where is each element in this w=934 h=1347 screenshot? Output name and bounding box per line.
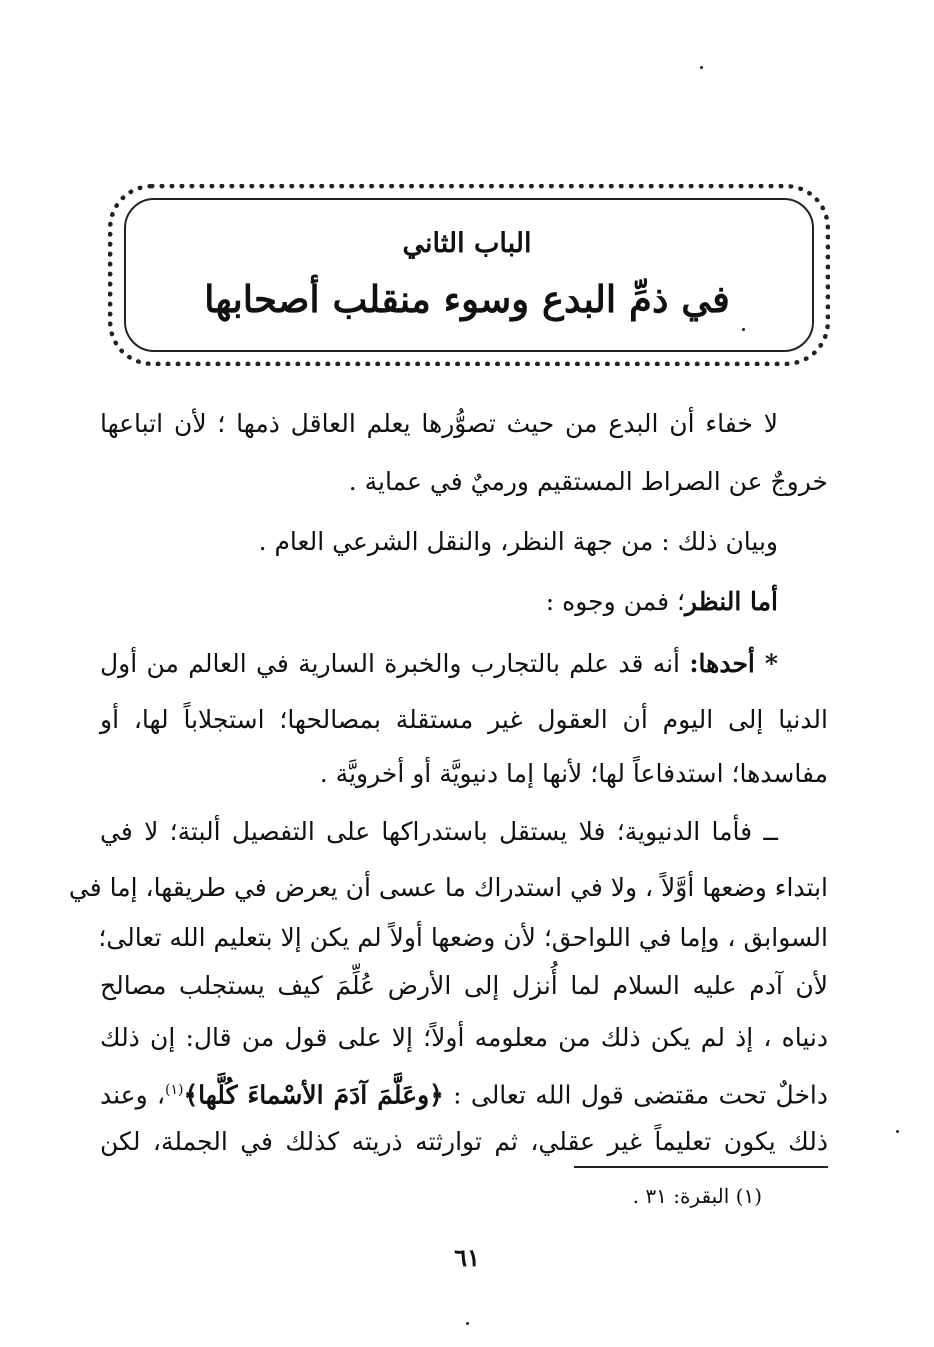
- text-line: دنياه ، إذ لم يكن ذلك من معلومه أولاً؛ إلا على قول من قال: إن ذلك: [100, 1023, 828, 1052]
- quran-quote: ﴿وعَلَّمَ آدَمَ الأسْماءَ كُلَّها﴾: [183, 1080, 444, 1110]
- footnote-divider: [574, 1166, 828, 1168]
- text-line: ابتداء وضعها أوَّلاً ، ولا في استدراك ما عسى أن يعرض في طريقها، إما في: [68, 873, 828, 902]
- text-span: ، وعند: [100, 1080, 166, 1110]
- text-line: وبيان ذلك : من جهة النظر، والنقل الشرعي العام .: [258, 527, 778, 556]
- text-line: لأن آدم عليه السلام لما أُنزل إلى الأرض عُلِّمَ كيف يستجلب مصالح: [100, 971, 828, 1000]
- text-line: [100, 1074, 828, 1111]
- chapter-frame-inner: [124, 198, 814, 352]
- text-span: أنه قد علم بالتجارب والخبرة السارية في العالم من أول: [100, 649, 690, 678]
- footnote-ref: (١): [165, 1082, 184, 1098]
- text-line: مفاسدها؛ استدفاعاً لها؛ لأنها إما دنيويَّة أو أخرويَّة .: [319, 759, 828, 788]
- footnote: (١) البقرة: ٣١ .: [632, 1184, 762, 1208]
- scan-speck: [466, 1322, 469, 1325]
- scan-speck: [700, 66, 703, 69]
- chapter-label: الباب الثاني: [402, 228, 532, 259]
- section-heading: أما النظر: [684, 587, 778, 616]
- text-line: لا خفاء أن البدع من حيث تصوُّرها يعلم العاقل ذمها ؛ لأن اتباعها: [100, 409, 778, 438]
- text-span: ؛ فمن وجوه :: [545, 587, 685, 616]
- text-line: [100, 586, 828, 618]
- text-span: داخلٌ تحت مقتضى قول الله تعالى :: [443, 1080, 829, 1110]
- chapter-title: في ذمِّ البدع وسوء منقلب أصحابها: [204, 277, 730, 321]
- bullet-star: *: [754, 649, 779, 678]
- text-line: الدنيا إلى اليوم أن العقول غير مستقلة بمصالحها؛ استجلاباً لها، أو: [100, 705, 828, 734]
- point-heading: أحدها:: [689, 649, 755, 678]
- text-line: ــ فأما الدنيوية؛ فلا يستقل باستدراكها على التفصيل ألبتة؛ لا في: [100, 817, 778, 846]
- text-line: [100, 648, 828, 680]
- page-number: ٦١: [454, 1243, 480, 1272]
- text-line: ذلك يكون تعليماً غير عقلي، ثم توارثته ذريته كذلك في الجملة، لكن: [100, 1127, 828, 1156]
- scan-speck: [896, 1130, 899, 1133]
- text-line: خروجٌ عن الصراط المستقيم ورميٌ في عماية .: [348, 467, 828, 496]
- text-line: السوابق ، وإما في اللواحق؛ لأن وضعها أولاً لم يكن إلا بتعليم الله تعالى؛: [98, 923, 828, 952]
